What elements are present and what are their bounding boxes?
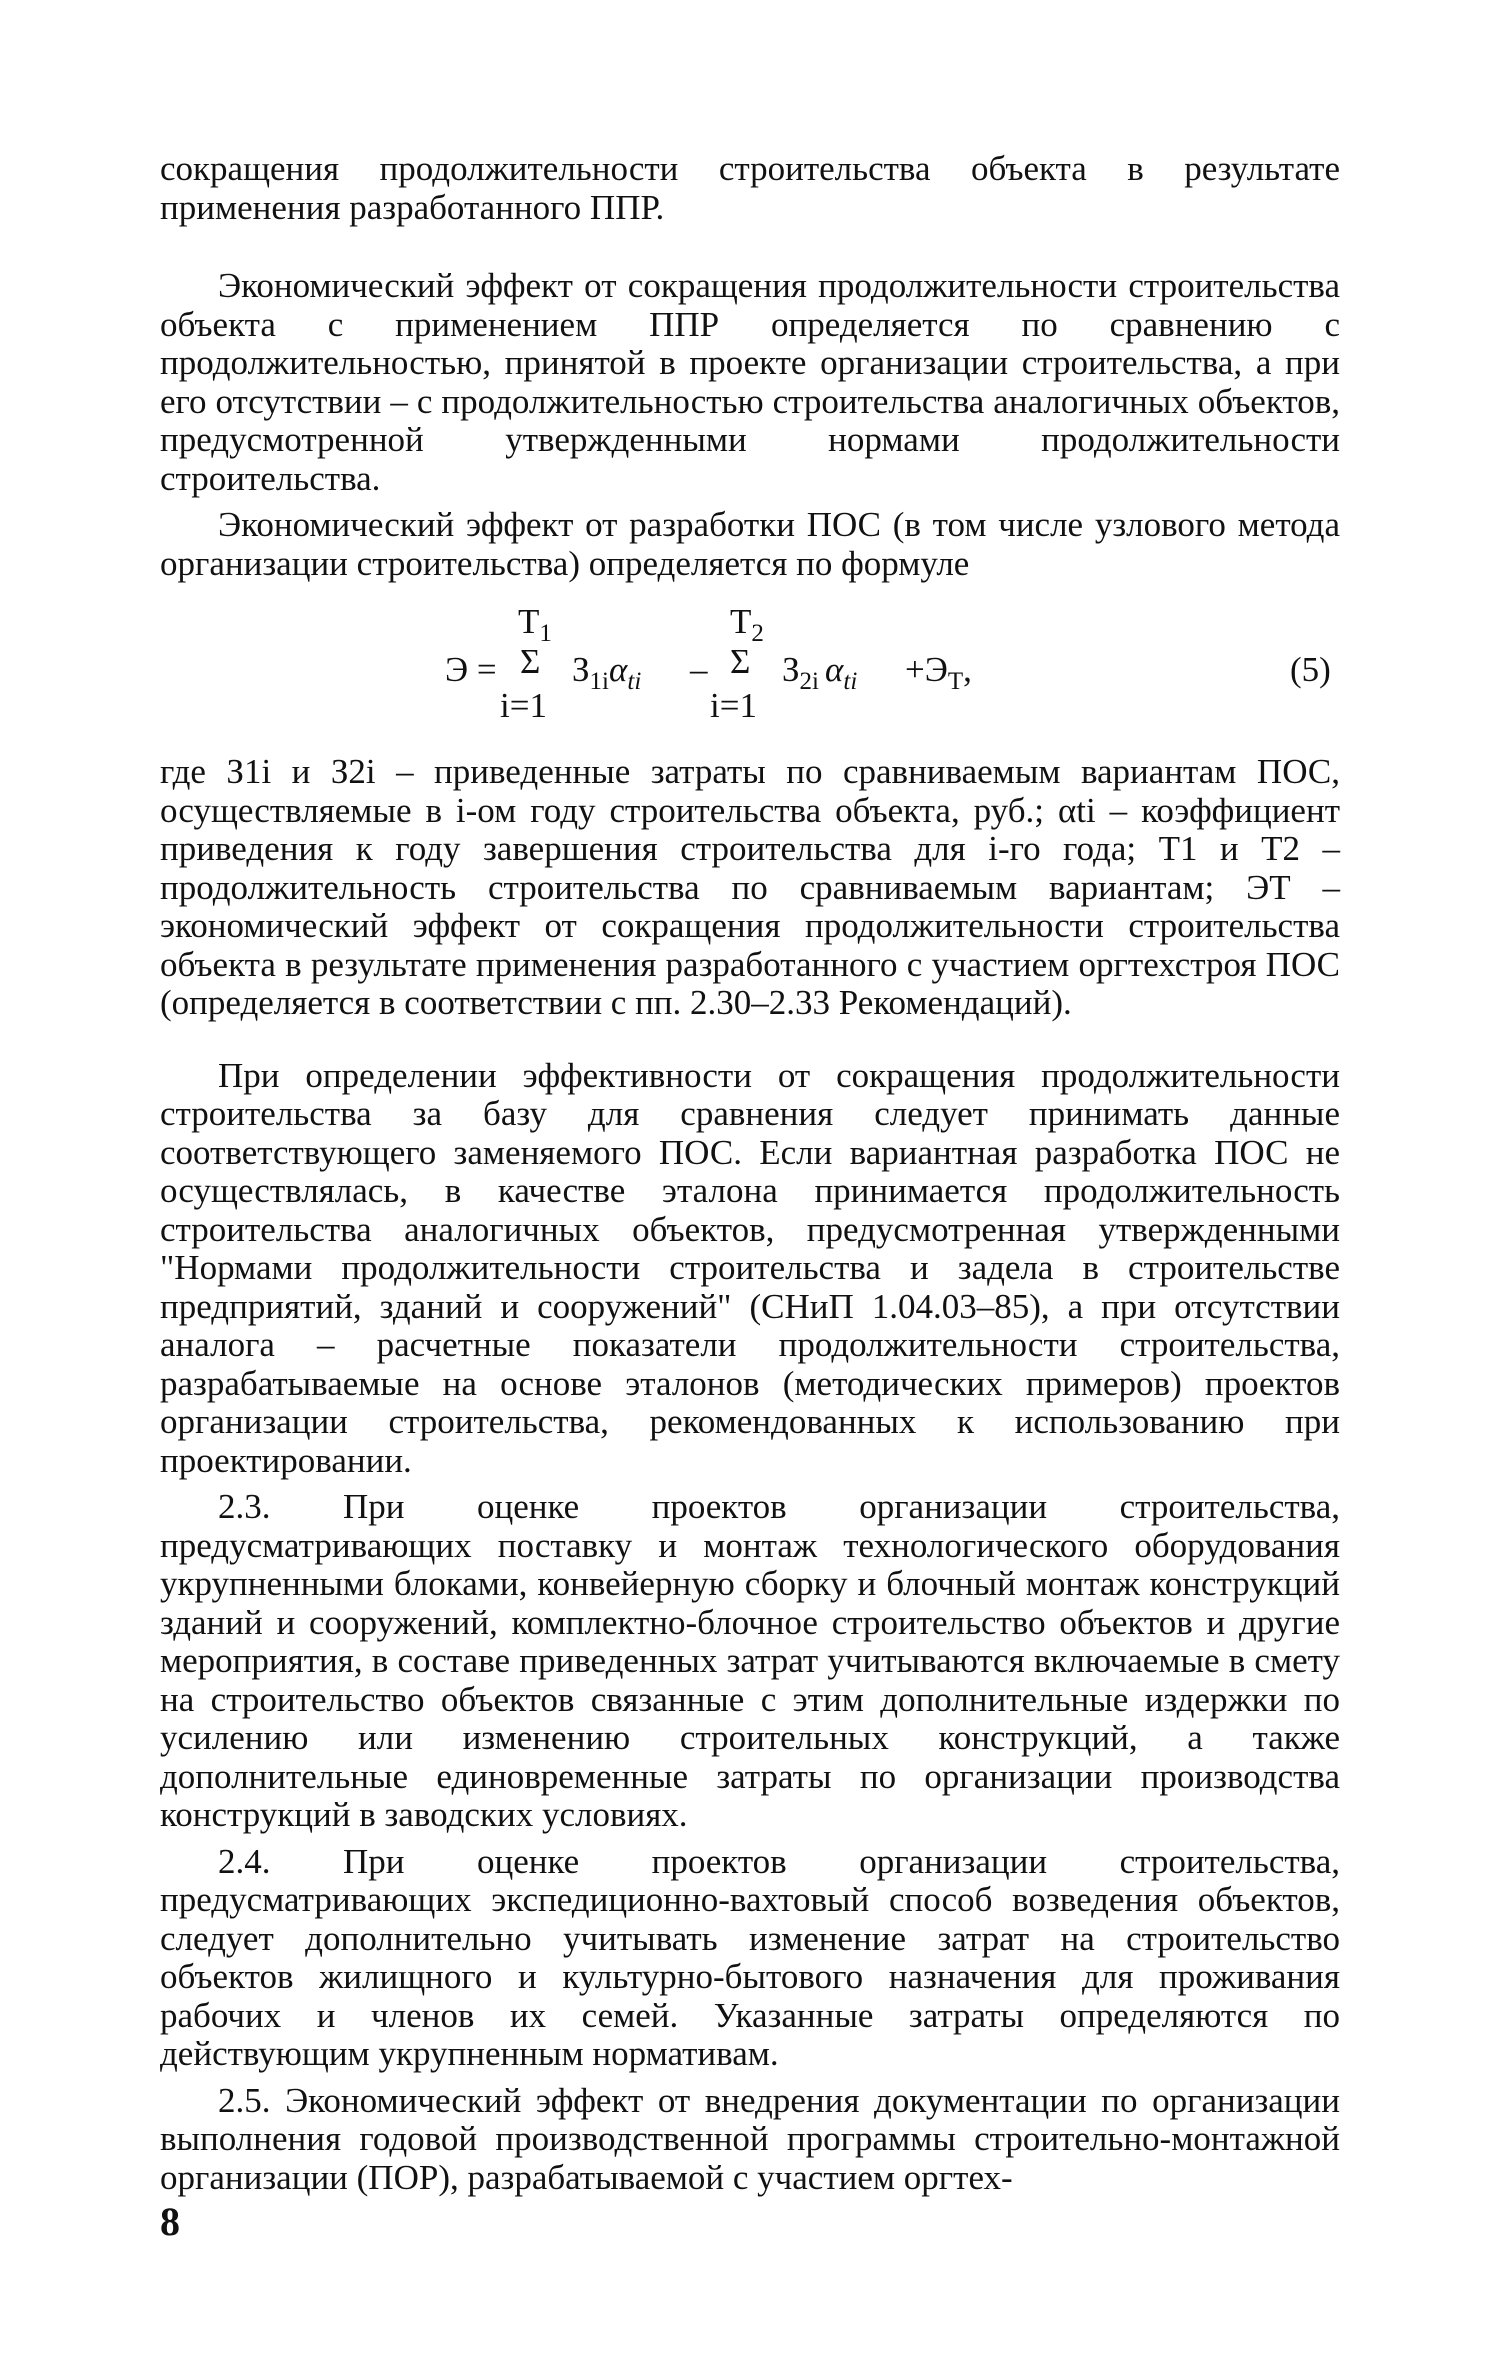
- formula-minus: –: [690, 650, 708, 689]
- formula-sum2-lower: i=1: [710, 686, 757, 725]
- formula-plus-et: $+Э_Т$,: [905, 650, 972, 695]
- formula-5: [160, 603, 1340, 733]
- formula-term1: $З_{1i}\alpha_{ti}$: [572, 650, 642, 695]
- paragraph-economic-effect-pos: Экономический эффект от разработки ПОС (в том числе узлового метода организации строительства) определяется по формуле: [160, 505, 1340, 583]
- formula-sum1-lower: i=1: [500, 686, 547, 725]
- paragraph-efficiency-base: При определении эффективности от сокращения продолжительности строительства за базу для сравнения следует принимать данные соответствующего заменяемого ПОС. Если вариантная разработка ПОС не осуществлялась, в качестве эталона принимается продолжительность строительства аналогичных объектов, предусмотренная утвержденными "Нормами продолжительности строительства и задела в строительстве предприятий, зданий и сооружений" (СНиП 1.04.03–85), а при отсутствии аналога – расчетные показатели продолжительности строительства, разрабатываемые на основе эталонов (методических примеров) проектов организации строительства, рекомендованных к использованию при проектировании.: [160, 1055, 1340, 1480]
- formula-term2: $З_{2i}$ $\alpha_{ti}$: [782, 650, 858, 695]
- paragraph-2-5: 2.5. Экономический эффект от внедрения документации по организации выполнения годовой производственной программы строительно-монтажной организации (ПОР), разрабатываемой с участием оргтех-: [160, 2080, 1340, 2197]
- paragraph-continuation: сокращения продолжительности строительства объекта в результате применения разработанного ППР.: [160, 149, 1340, 227]
- page-body: [160, 150, 1340, 2197]
- formula-sum1-upper: $Т_1$: [518, 602, 552, 647]
- paragraph-2-4: 2.4. При оценке проектов организации строительства, предусматривающих экспедиционно-вахтовый способ возведения объектов, следует дополнительно учитывать изменение затрат на строительство объектов жилищного и культурно-бытового назначения для проживания рабочих и членов их семей. Указанные затраты определяются по действующим укрупненным нормативам.: [160, 1841, 1340, 2073]
- formula-sum2-sign: Σ: [730, 642, 751, 681]
- formula-sum2-upper: $Т_2$: [730, 602, 764, 647]
- paragraph-where-definitions: где З1i и З2i – приведенные затраты по сравниваемым вариантам ПОС, осуществляемые в i-ом году строительства объекта, руб.; αti – коэффициент приведения к году завершения строительства для i-го года; Т1 и Т2 – продолжительность строительства по сравниваемым вариантам; ЭТ – экономический эффект от сокращения продолжительности строительства объекта в результате применения разработанного с участием оргтехстроя ПОС (определяется в соответствии с пп. 2.30–2.33 Рекомендаций).: [160, 752, 1340, 1022]
- paragraph-economic-effect-ppr: Экономический эффект от сокращения продолжительности строительства объекта с применением ППР определяется по сравнению с продолжительностью, принятой в проекте организации строительства, а при его отсутствии – с продолжительностью строительства аналогичных объектов, предусмотренной утвержденными нормами продолжительности строительства.: [160, 266, 1340, 498]
- formula-lhs: Э =: [445, 650, 497, 689]
- formula-sum1-sign: Σ: [520, 642, 541, 681]
- paragraph-2-3: 2.3. При оценке проектов организации строительства, предусматривающих поставку и монтаж технологического оборудования укрупненными блоками, конвейерную сборку и блочный монтаж конструкций зданий и сооружений, комплектно-блочное строительство объектов и другие мероприятия, в составе приведенных затрат учитываются включаемые в смету на строительство объектов связанные с этим дополнительные издержки по усилению или изменению строительных конструкций, а также дополнительные единовременные затраты по организации производства конструкций в заводских условиях.: [160, 1487, 1340, 1834]
- formula-number: (5): [1290, 650, 1331, 689]
- page-number: 8: [160, 2199, 180, 2244]
